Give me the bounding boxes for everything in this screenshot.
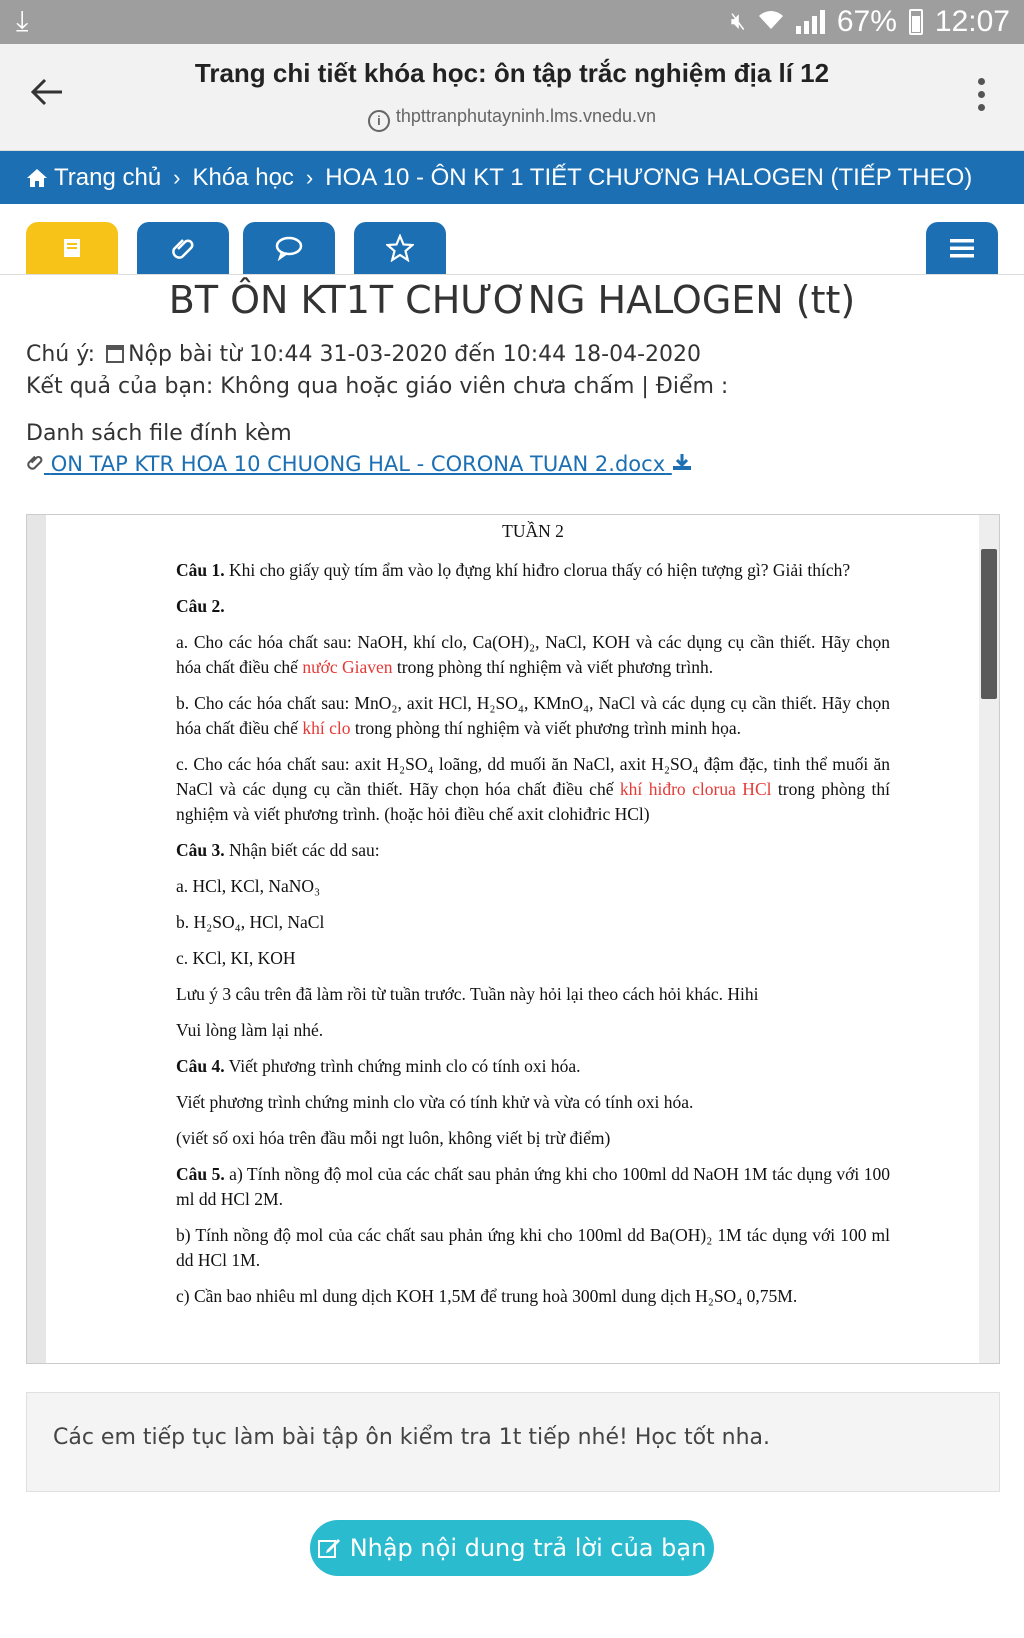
mute-icon: 🔇︎ — [730, 8, 746, 35]
tab-comments[interactable] — [243, 222, 335, 274]
browser-url[interactable] — [120, 106, 904, 132]
battery-percent: 67% — [836, 5, 897, 38]
book-icon — [59, 236, 85, 260]
attachment-filename[interactable]: ON TAP KTR HOA 10 CHUONG HAL - CORONA TUAN 2.docx — [50, 452, 666, 476]
paperclip-icon — [170, 235, 196, 261]
result-label: Kết quả của bạn: — [26, 374, 214, 399]
deadline-row — [26, 342, 701, 367]
download-icon: ⤓ — [16, 4, 29, 37]
signal-icon — [796, 10, 825, 34]
question-3c: c. KCl, KI, KOH — [176, 948, 296, 968]
question-3b: b. H₂SO₄, HCl, NaCl — [176, 912, 325, 932]
wifi-icon — [758, 5, 784, 39]
question-2a: a. Cho các hóa chất sau: NaOH, khí clo, Ca(OH)₂, NaCl, KOH và các dụng cụ cần thiết. Hãy chọn hóa chất điều chế nước Giaven trong phòng thí nghiệm và viết phương trình. — [176, 632, 890, 677]
edit-icon — [318, 1537, 342, 1559]
more-options-icon[interactable] — [978, 78, 986, 117]
browser-page-title: Trang chi tiết khóa học: ôn tập trắc nghiệm địa lí 12 — [194, 58, 830, 88]
menu-button[interactable] — [926, 222, 998, 274]
submit-label: Nhập nội dung trả lời của bạn — [349, 1534, 707, 1562]
download-icon[interactable] — [672, 452, 692, 476]
calendar-icon — [106, 345, 124, 363]
question-3a: a. HCl, KCl, NaNO₃ — [176, 876, 321, 896]
question-2b: b. Cho các hóa chất sau: MnO₂, axit HCl, H₂SO₄, KMnO₄, NaCl và các dụng cụ cần thiết. Hãy chọn hóa chất điều chế khí clo trong phòng thí nghiệm và viết phương trình minh họa. — [176, 693, 890, 738]
doc-note-2: Vui lòng làm lại nhé. — [176, 1020, 324, 1040]
chevron-right-icon: › — [173, 164, 181, 190]
teacher-note: Các em tiếp tục làm bài tập ôn kiểm tra 1t tiếp nhé! Học tốt nha. — [26, 1392, 1000, 1492]
submit-answer-button[interactable] — [310, 1520, 714, 1576]
question-1: Câu 1. Khi cho giấy quỳ tím ẩm vào lọ đựng khí hiđro clorua thấy có hiện tượng gì? Giải thích? — [176, 560, 851, 580]
question-4c: (viết số oxi hóa trên đầu mỗi ngt luôn, không viết bị trừ điểm) — [176, 1128, 611, 1148]
deadline-text: Nộp bài từ 10:44 31-03-2020 đến 10:44 18-04-2020 — [128, 342, 701, 367]
tab-favorite[interactable] — [354, 222, 446, 274]
question-4: Câu 4. Viết phương trình chứng minh clo có tính oxi hóa. — [176, 1056, 581, 1076]
comment-icon — [274, 235, 304, 261]
star-icon — [386, 234, 414, 262]
attachments-heading: Danh sách file đính kèm — [26, 421, 292, 446]
url-text: thpttranphutayninh.lms.vnedu.vn — [395, 106, 657, 126]
clock: 12:07 — [934, 5, 1010, 38]
result-value: Không qua hoặc giáo viên chưa chấm | Điểm : — [220, 374, 729, 399]
breadcrumb-current[interactable]: HOA 10 - ÔN KT 1 TIẾT CHƯƠNG HALOGEN (TIẾP THEO) — [325, 163, 973, 191]
result-row — [26, 374, 728, 399]
chevron-right-icon: › — [305, 164, 314, 190]
paperclip-icon — [26, 452, 44, 476]
attachment-link[interactable] — [26, 452, 692, 476]
note-label: Chú ý: — [26, 342, 96, 367]
question-3: Câu 3. Nhận biết các dd sau: — [176, 840, 380, 860]
back-arrow-icon[interactable] — [30, 74, 64, 114]
browser-header — [0, 44, 1024, 151]
status-bar — [0, 0, 1024, 44]
tab-lesson[interactable] — [26, 222, 118, 274]
breadcrumb-courses[interactable]: Khóa học — [192, 163, 294, 191]
question-5b: b) Tính nồng độ mol của các chất sau phản ứng khi cho 100ml dd Ba(OH)₂ 1M tác dụng với 100 ml dd HCl 1M. — [176, 1225, 890, 1270]
question-2c: c. Cho các hóa chất sau: axit H₂SO₄ loãng, dd muối ăn NaCl, axit H₂SO₄ đậm đặc, tinh thể muối ăn NaCl và các dụng cụ cần thiết. Hãy chọn hóa chất điều chế khí hiđro clorua HCl trong phòng thí nghiệm và viết phương trình. (hoặc hỏi điều chế axit clohiđric HCl) — [176, 754, 891, 824]
scrollbar-thumb[interactable] — [981, 549, 997, 699]
course-tabs — [0, 222, 1024, 275]
document-viewer[interactable] — [26, 514, 1000, 1364]
hamburger-icon — [950, 238, 974, 258]
question-2-label: Câu 2. — [176, 596, 225, 616]
question-5a: Câu 5. a) Tính nồng độ mol của các chất sau phản ứng khi cho 100ml dd NaOH 1M tác dụng với 100 ml dd HCl 2M. — [176, 1164, 890, 1209]
document-page — [46, 515, 980, 1364]
viewer-scrollbar[interactable] — [979, 515, 999, 1364]
battery-icon — [909, 9, 923, 35]
home-icon — [26, 168, 48, 188]
page-title: BT ÔN KT1T CHƯƠNG HALOGEN (tt) — [168, 278, 856, 322]
breadcrumb-home[interactable]: Trang chủ — [54, 163, 162, 191]
doc-note-1: Lưu ý 3 câu trên đã làm rồi từ tuần trước. Tuần này hỏi lại theo cách hỏi khác. Hihi — [176, 984, 759, 1004]
question-4b: Viết phương trình chứng minh clo vừa có tính khử và vừa có tính oxi hóa. — [176, 1092, 694, 1112]
info-icon[interactable]: i — [368, 110, 390, 132]
breadcrumb — [0, 151, 1024, 204]
tab-attachments[interactable] — [137, 222, 229, 274]
question-5c: c) Cần bao nhiêu ml dung dịch KOH 1,5M để trung hoà 300ml dung dịch H₂SO₄ 0,75M. — [176, 1286, 798, 1306]
doc-heading: TUẦN 2 — [502, 521, 564, 541]
